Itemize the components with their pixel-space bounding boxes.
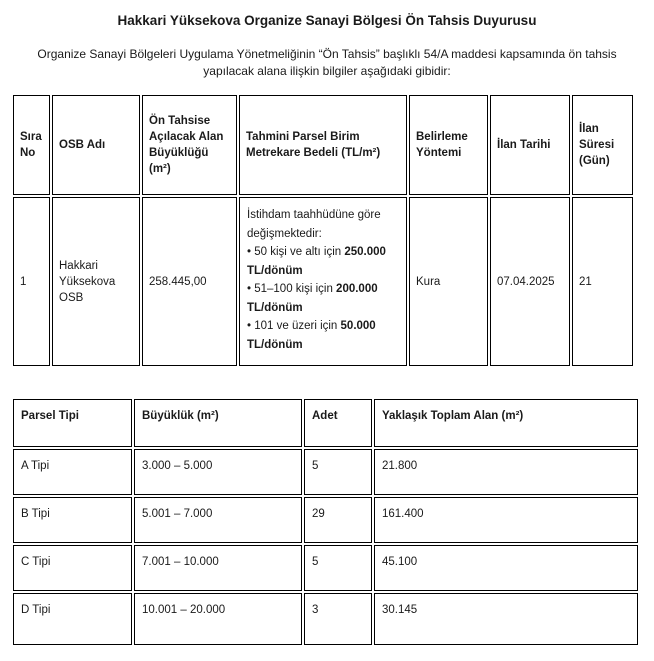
cell-text: değişmektedir:: [247, 227, 322, 240]
cell-text: 07.04.2025: [497, 275, 555, 288]
cell-buyukluk: [134, 497, 302, 543]
price-unit: TL/dönüm: [247, 264, 303, 277]
cell-text: D Tipi: [21, 604, 51, 616]
cell-adet: [304, 449, 372, 495]
price-item: [247, 317, 399, 336]
cell-text: İstihdam taahhüdüne göre: [247, 209, 381, 221]
cell-birim-bedel: [239, 197, 407, 366]
header-sira-no: [13, 95, 50, 195]
header-parsel-tipi: [13, 399, 132, 447]
cell-text: A Tipi: [21, 460, 50, 472]
header-text: OSB Adı: [59, 139, 106, 151]
header-text: Adet: [312, 410, 338, 422]
cell-toplam-alan: [374, 593, 638, 645]
cell-text: B Tipi: [21, 508, 50, 520]
header-text: (m²): [149, 163, 171, 175]
intro-line: yapılacak alana ilişkin bilgiler aşağıdaki gibidir:: [203, 64, 451, 78]
price-label: • 50 kişi ve altı için: [247, 246, 345, 258]
cell-text: 29: [312, 508, 325, 520]
cell-toplam-alan: [374, 497, 638, 543]
price-label: • 101 ve üzeri için: [247, 320, 341, 332]
cell-toplam-alan: [374, 545, 638, 591]
header-text: Süresi: [579, 139, 615, 151]
cell-toplam-alan: [374, 449, 638, 495]
cell-buyukluk: [134, 449, 302, 495]
cell-text: Hakkari: [59, 259, 98, 272]
cell-text: 21.800: [382, 460, 418, 472]
header-text: İlan Tarihi: [497, 139, 551, 151]
header-text: (Gün): [579, 155, 610, 167]
header-text: Ön Tahsise: [149, 115, 211, 127]
header-text: Parsel Tipi: [21, 410, 79, 422]
header-ilan-suresi: [572, 95, 633, 195]
cell-text: 5: [312, 556, 319, 568]
cell-text: 10.001 – 20.000: [142, 604, 226, 616]
price-item: [247, 243, 399, 262]
header-alan-buyuklugu: [142, 95, 237, 195]
intro-line: Organize Sanayi Bölgeleri Uygulama Yönetmeliğinin “Ön Tahsis” başlıklı 54/A maddesi kapsamında ön tahsis: [37, 47, 617, 61]
cell-text: 5.001 – 7.000: [142, 508, 213, 520]
header-text: Metrekare Bedeli (TL/m²): [246, 147, 381, 159]
price-value: 200.000: [336, 283, 378, 295]
header-text: İlan: [579, 123, 599, 135]
header-text: No: [20, 147, 36, 159]
cell-text: C Tipi: [21, 556, 51, 568]
header-text: Yaklaşık Toplam Alan (m²): [382, 410, 524, 422]
table-row-a-tipi: [13, 449, 132, 495]
cell-adet: [304, 497, 372, 543]
cell-ilan-suresi: [572, 197, 633, 366]
header-text: Belirleme: [416, 131, 468, 143]
header-buyukluk: [134, 399, 302, 447]
table-row-b-tipi: [13, 497, 132, 543]
header-ilan-tarihi: [490, 95, 570, 195]
cell-alan-buyuklugu: [142, 197, 237, 366]
cell-text: Yüksekova: [59, 275, 116, 288]
table-row-d-tipi: [13, 593, 132, 645]
header-text: Büyüklüğü: [149, 147, 209, 159]
header-adet: [304, 399, 372, 447]
cell-sira-no: [13, 197, 50, 366]
price-value: 250.000: [344, 246, 386, 258]
cell-buyukluk: [134, 593, 302, 645]
price-unit: TL/dönüm: [247, 338, 303, 351]
page-title: Hakkari Yüksekova Organize Sanayi Bölgesi Ön Tahsis Duyurusu: [117, 13, 537, 28]
table-row-c-tipi: [13, 545, 132, 591]
header-text: Yöntemi: [416, 147, 462, 159]
cell-ilan-tarihi: [490, 197, 570, 366]
cell-adet: [304, 593, 372, 645]
cell-osb-adi: [52, 197, 140, 366]
header-text: Sıra: [20, 131, 42, 143]
header-osb-adi: [52, 95, 140, 195]
price-label: • 51–100 kişi için: [247, 283, 337, 295]
header-toplam-alan: [374, 399, 638, 447]
intro-paragraph: [30, 46, 624, 80]
cell-text: 258.445,00: [149, 275, 207, 288]
cell-belirleme-yontemi: [409, 197, 488, 366]
cell-text: 3: [312, 604, 319, 616]
cell-text: 5: [312, 460, 319, 472]
cell-text: OSB: [59, 291, 84, 304]
price-item: [247, 280, 399, 299]
header-text: Açılacak Alan: [149, 131, 224, 143]
header-text: Büyüklük (m²): [142, 410, 219, 422]
cell-text: 30.145: [382, 604, 418, 616]
cell-adet: [304, 545, 372, 591]
price-value: 50.000: [340, 320, 376, 332]
header-text: Tahmini Parsel Birim: [246, 131, 360, 143]
header-birim-bedel: [239, 95, 407, 195]
cell-text: Kura: [416, 275, 441, 288]
cell-text: 1: [20, 275, 27, 288]
cell-text: 161.400: [382, 508, 424, 520]
cell-text: 3.000 – 5.000: [142, 460, 213, 472]
price-unit: TL/dönüm: [247, 301, 303, 314]
cell-buyukluk: [134, 545, 302, 591]
cell-text: 45.100: [382, 556, 418, 568]
cell-text: 7.001 – 10.000: [142, 556, 219, 568]
header-belirleme-yontemi: [409, 95, 488, 195]
cell-text: 21: [579, 275, 592, 288]
